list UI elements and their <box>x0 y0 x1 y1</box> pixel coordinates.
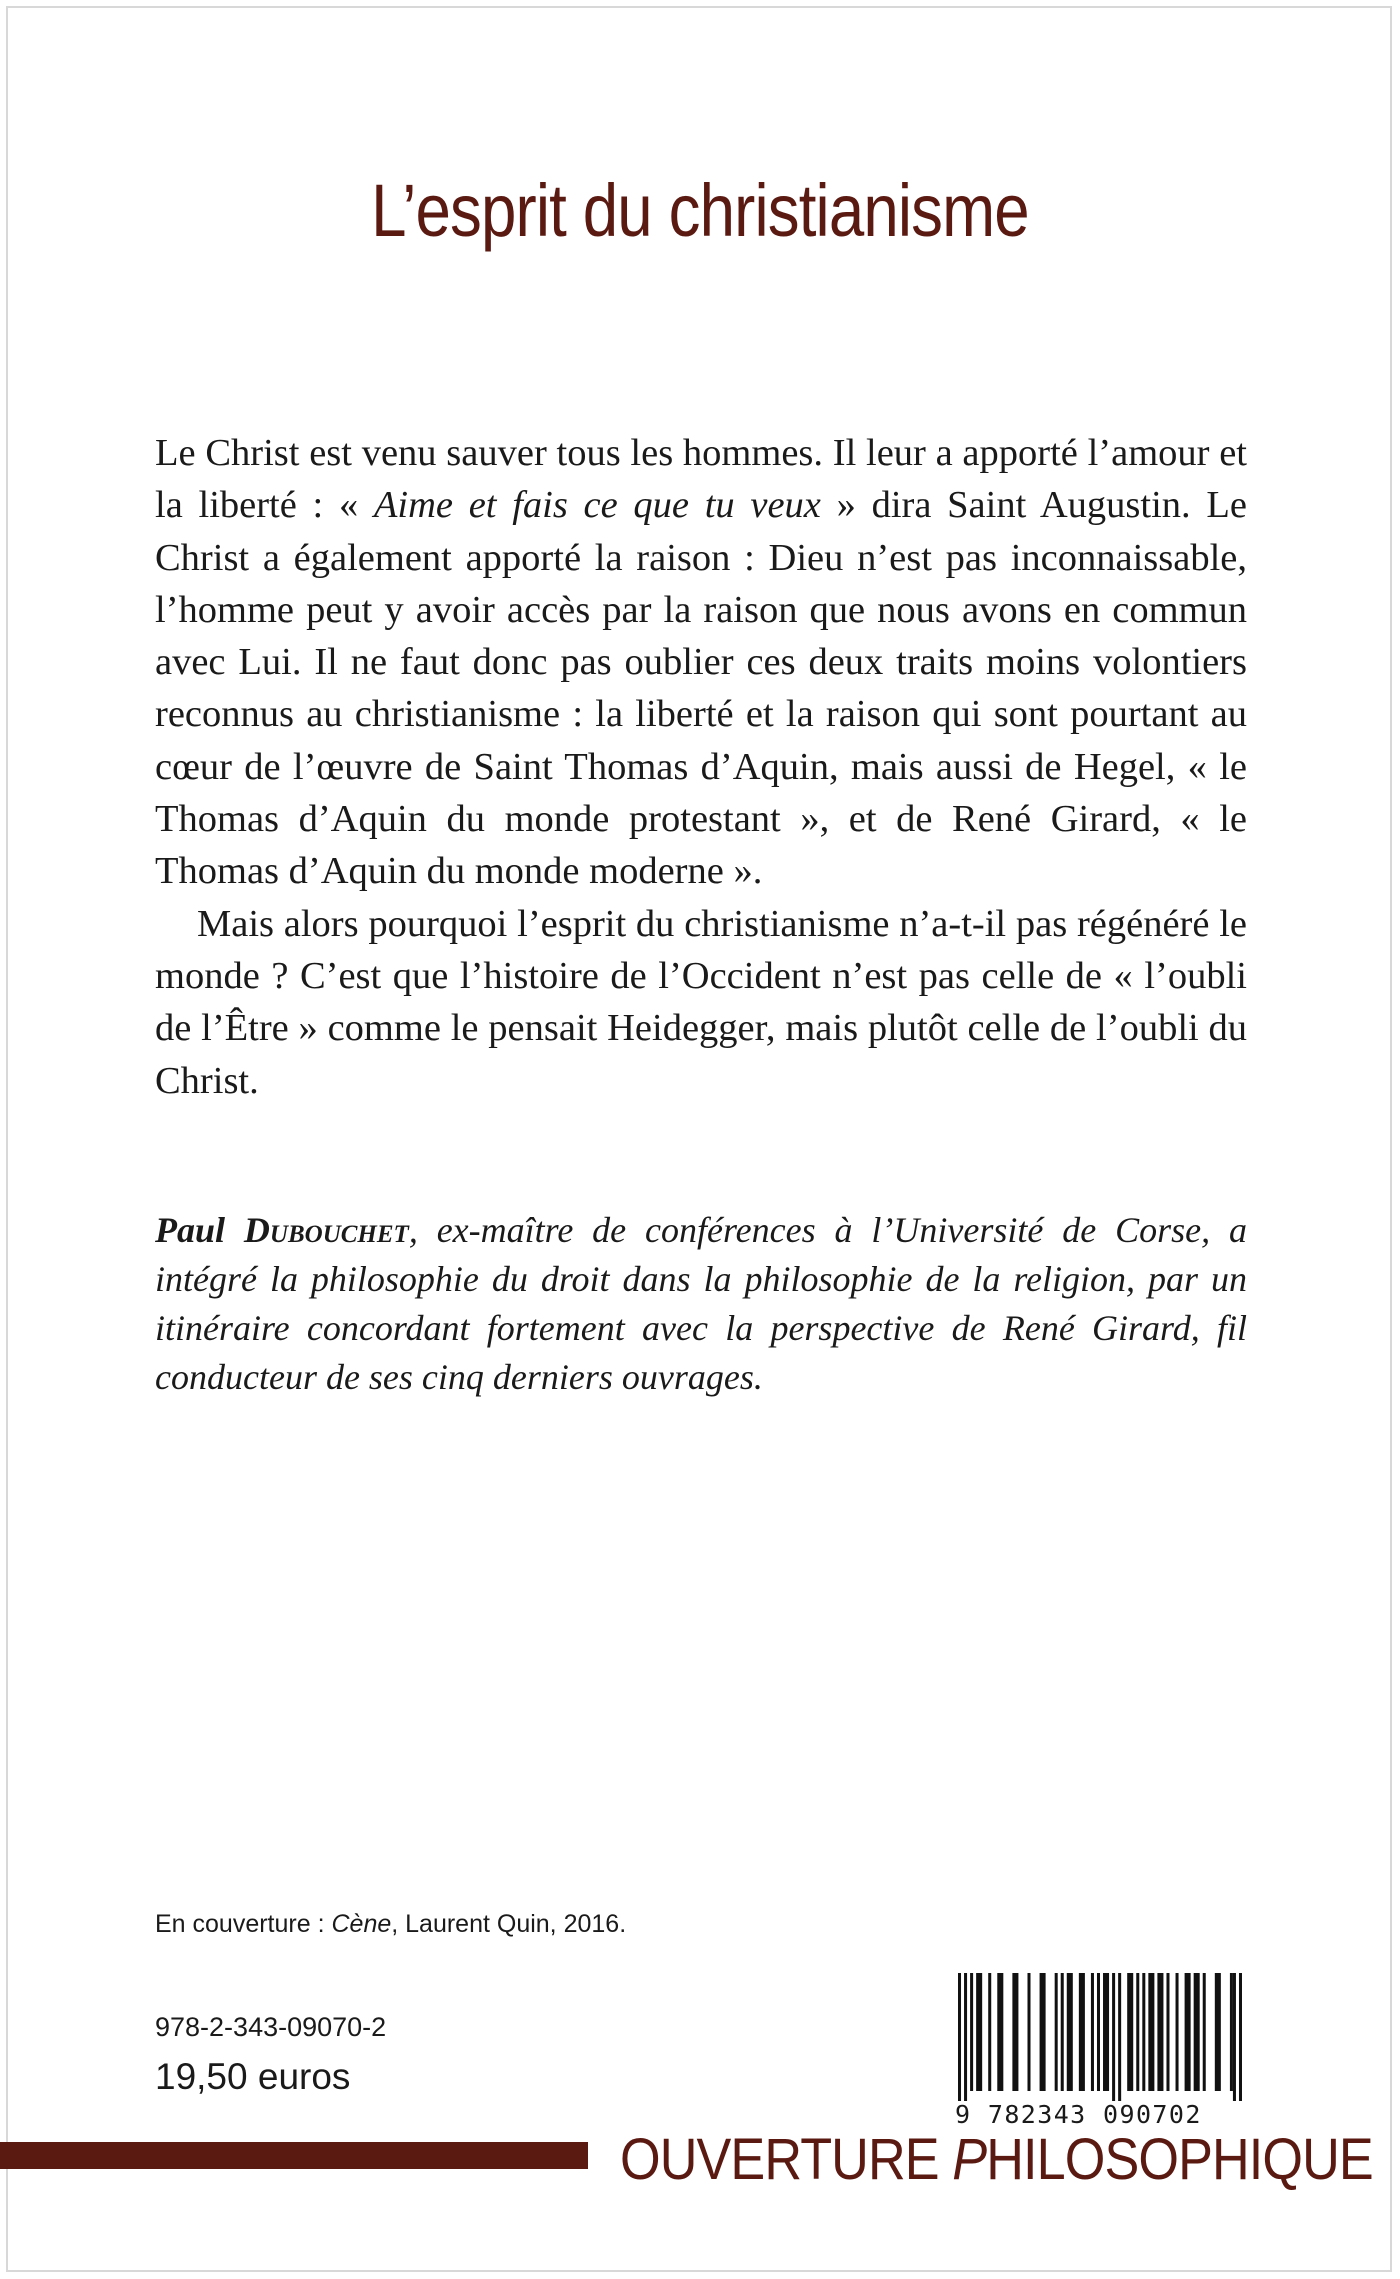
series-name-part2: HILOSOPHIQUE <box>986 2127 1373 2192</box>
barcode-bar <box>1112 1973 1115 2101</box>
barcode-bar <box>1091 1973 1094 2091</box>
barcode-bar <box>1061 1973 1064 2091</box>
barcode-bar <box>1185 1973 1191 2091</box>
barcode-bar <box>1166 1973 1169 2091</box>
barcode-bar <box>1194 1973 1200 2091</box>
barcode-bar <box>1079 1973 1085 2091</box>
barcode-bar <box>1176 1973 1179 2091</box>
barcode-bar <box>1215 1973 1221 2091</box>
barcode-bar <box>1203 1973 1206 2091</box>
accent-bar <box>0 2142 588 2169</box>
barcode-bar <box>1239 1973 1242 2101</box>
barcode-bar <box>970 1973 973 2091</box>
author-bio-text: , ex-maître de conférences à l’Université de Corse, a intégré la philosophie du droit dans la philosophie de la religion, par un itinéraire concordant fortement avec la perspective de René Girard, fil conducteur de ses cinq derniers ouvrages. <box>155 1210 1248 1397</box>
price: 19,50 euros <box>155 2056 351 2097</box>
series-name-italic-letter: P <box>952 2127 987 2192</box>
blurb-text-run: » dira Saint Augustin. Le Christ a également apporté la raison : Dieu n’est pas inconnaissable, l’homme peut y avoir accès par la raison que nous avons en commun avec Lui. Il ne faut donc pas oublier ces deux traits moins volontiers reconnus au christianisme : la liberté et la raison qui sont pourtant au cœur de l’œuvre de Saint Thomas d’Aquin, mais aussi de Hegel, « le Thomas d’Aquin du monde protestant », et de René Girard, « le Thomas d’Aquin du monde moderne ». <box>155 484 1247 893</box>
barcode-bar <box>1127 1973 1133 2091</box>
barcode-bar <box>988 1973 991 2091</box>
barcode-bar <box>1012 1973 1018 2091</box>
barcode-bar <box>1142 1973 1145 2091</box>
barcode-digits: 9 782343 090702 <box>955 2100 1202 2129</box>
barcode-bar <box>1040 1973 1046 2091</box>
barcode-bar <box>1097 1973 1100 2091</box>
barcode-bar <box>958 1973 961 2101</box>
barcode-bar <box>1027 1973 1030 2091</box>
author-surname: Dubouchet <box>243 1210 409 1250</box>
cover-credit <box>155 1910 626 1939</box>
book-title: L’esprit du christianisme <box>371 169 1029 252</box>
barcode-bar <box>1067 1973 1073 2091</box>
author-name <box>155 1210 409 1250</box>
barcode-bar <box>1103 1973 1109 2091</box>
author-bio <box>155 1206 1247 1402</box>
blurb <box>155 427 1247 1107</box>
barcode-bar <box>1118 1973 1121 2101</box>
blurb-text-run: Le Christ est venu sauver tous les hommes. Il leur a apporté l’amour et la liberté : « <box>155 432 1247 527</box>
isbn: 978-2-343-09070-2 <box>155 2012 387 2042</box>
barcode-bar <box>1157 1973 1163 2091</box>
barcode-bar <box>1055 1973 1058 2091</box>
blurb-quote: Aime et fais ce que tu veux <box>373 484 821 527</box>
barcode-bar <box>1148 1973 1154 2091</box>
barcode-bar <box>1233 1973 1236 2101</box>
blurb-paragraph-1 <box>155 427 1247 898</box>
series-name <box>620 2126 1373 2193</box>
cover-credit-prefix: En couverture : <box>155 1910 332 1938</box>
author-first-name: Paul <box>155 1210 226 1250</box>
barcode-icon <box>955 1973 1245 2103</box>
barcode-bar <box>1230 1973 1233 2091</box>
cover-credit-suffix: , Laurent Quin, 2016. <box>391 1910 627 1938</box>
series-name-part1: OUVERTURE <box>620 2127 953 2192</box>
barcode-bar <box>976 1973 982 2091</box>
barcode-bar <box>1136 1973 1139 2091</box>
barcode-bar <box>997 1973 1003 2091</box>
barcode-bar <box>964 1973 967 2101</box>
blurb-paragraph-2: Mais alors pourquoi l’esprit du christianisme n’a-t-il pas régénéré le monde ? C’est que l’histoire de l’Occident n’est pas celle de « l’oubli de l’Être » comme le pensait Heidegger, mais plutôt celle de l’oubli du Christ. <box>155 902 1247 1102</box>
cover-credit-work: Cène <box>331 1910 392 1938</box>
